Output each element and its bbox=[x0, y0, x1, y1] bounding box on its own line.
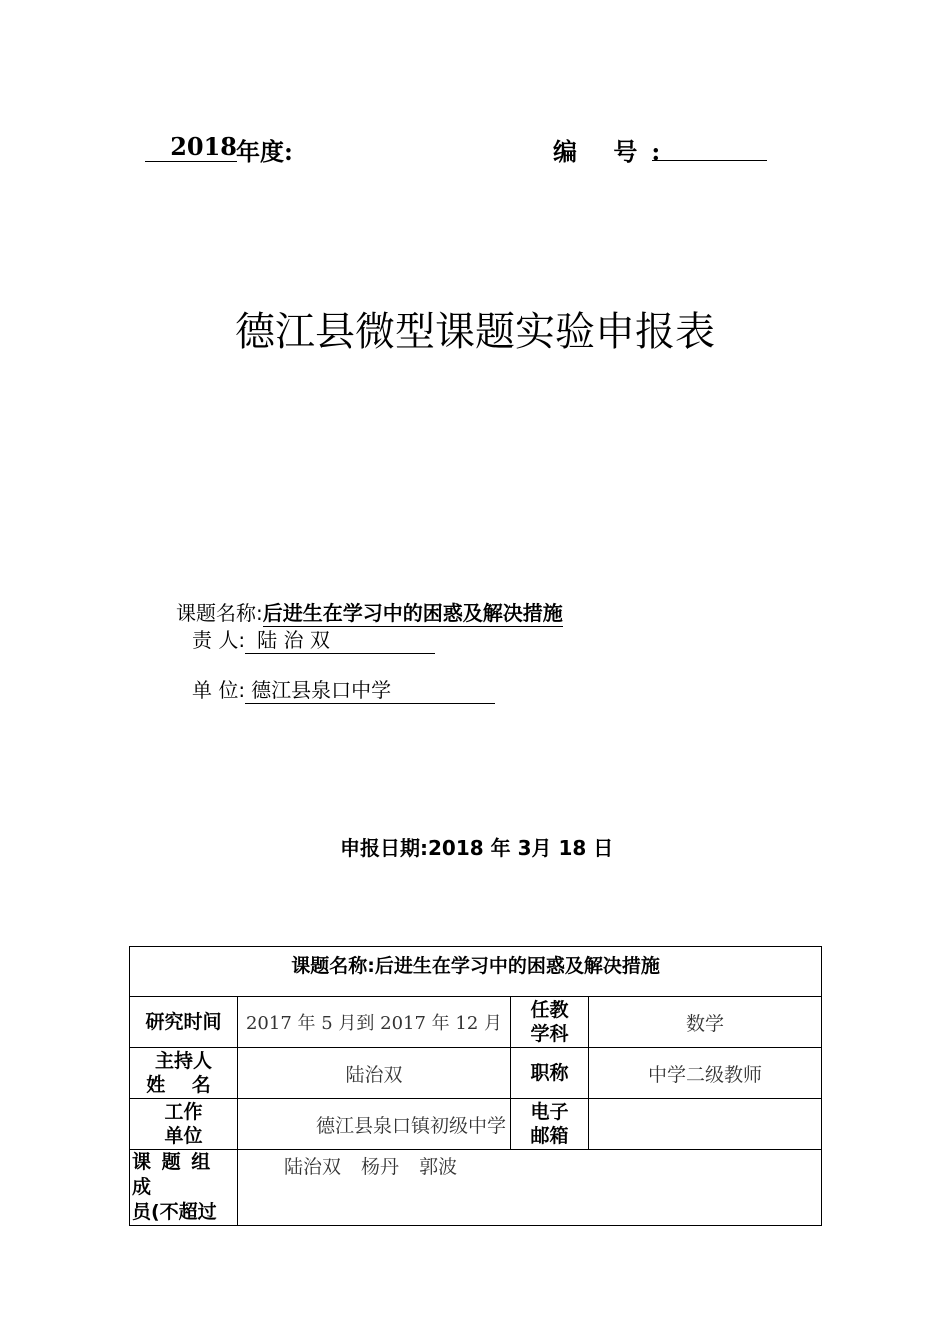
table-row bbox=[130, 1048, 822, 1099]
topic-line bbox=[176, 597, 563, 627]
host-label-line-2: 姓 名 bbox=[146, 1074, 221, 1096]
host-name-value[interactable]: 陆治双 bbox=[238, 1048, 511, 1099]
year-label: 年度: bbox=[236, 137, 293, 166]
work-unit-label bbox=[130, 1099, 238, 1150]
subject-label-line-2: 学科 bbox=[530, 1023, 569, 1045]
owner-line bbox=[192, 624, 435, 654]
members-value[interactable]: 陆治双 杨丹 郭波 bbox=[238, 1150, 822, 1226]
table-row bbox=[130, 1150, 822, 1226]
members-label-line-2: 员(不超过 bbox=[132, 1201, 217, 1223]
unit-value: 德江县泉口中学 bbox=[245, 674, 495, 704]
owner-label: 责 人: bbox=[192, 628, 246, 652]
table-row bbox=[130, 997, 822, 1048]
number-blank-line bbox=[652, 160, 767, 161]
application-date: 申报日期:2018 年 3月 18 日 bbox=[340, 836, 614, 860]
research-time-label: 研究时间 bbox=[130, 997, 238, 1048]
topic-value: 后进生在学习中的困惑及解决措施 bbox=[263, 597, 563, 627]
unit-label: 单 位: bbox=[192, 678, 246, 702]
email-label bbox=[511, 1099, 589, 1150]
professional-title-label: 职称 bbox=[511, 1048, 589, 1099]
work-unit-value[interactable]: 德江县泉口镇初级中学 bbox=[238, 1099, 511, 1150]
table-row bbox=[130, 947, 822, 997]
unit-line bbox=[192, 674, 495, 704]
host-name-label bbox=[130, 1048, 238, 1099]
email-label-line-2: 邮箱 bbox=[530, 1125, 569, 1147]
members-label bbox=[130, 1150, 238, 1226]
email-label-line-1: 电子 bbox=[530, 1101, 569, 1123]
subject-label-line-1: 任教 bbox=[530, 999, 569, 1021]
email-value[interactable] bbox=[589, 1099, 822, 1150]
subject-label bbox=[511, 997, 589, 1048]
number-label: 编 号: bbox=[553, 137, 675, 166]
topic-label: 课题名称: bbox=[176, 601, 263, 625]
table-row bbox=[130, 1099, 822, 1150]
application-form-table bbox=[129, 946, 822, 1226]
topic-row-cell: 课题名称:后进生在学习中的困惑及解决措施 bbox=[130, 947, 822, 997]
host-label-line-1: 主持人 bbox=[154, 1050, 212, 1072]
research-time-value[interactable]: 2017 年 5 月到 2017 年 12 月 bbox=[238, 997, 511, 1048]
work-label-line-2: 单位 bbox=[164, 1125, 203, 1147]
professional-title-value[interactable]: 中学二级教师 bbox=[589, 1048, 822, 1099]
work-label-line-1: 工作 bbox=[164, 1101, 203, 1123]
members-label-line-1: 课 题 组 成 bbox=[132, 1151, 213, 1198]
year-field: 2018 bbox=[145, 132, 237, 162]
page-title: 德江县微型课题实验申报表 bbox=[235, 309, 715, 355]
subject-value[interactable]: 数学 bbox=[589, 997, 822, 1048]
owner-value: 陆 治 双 bbox=[245, 624, 435, 654]
